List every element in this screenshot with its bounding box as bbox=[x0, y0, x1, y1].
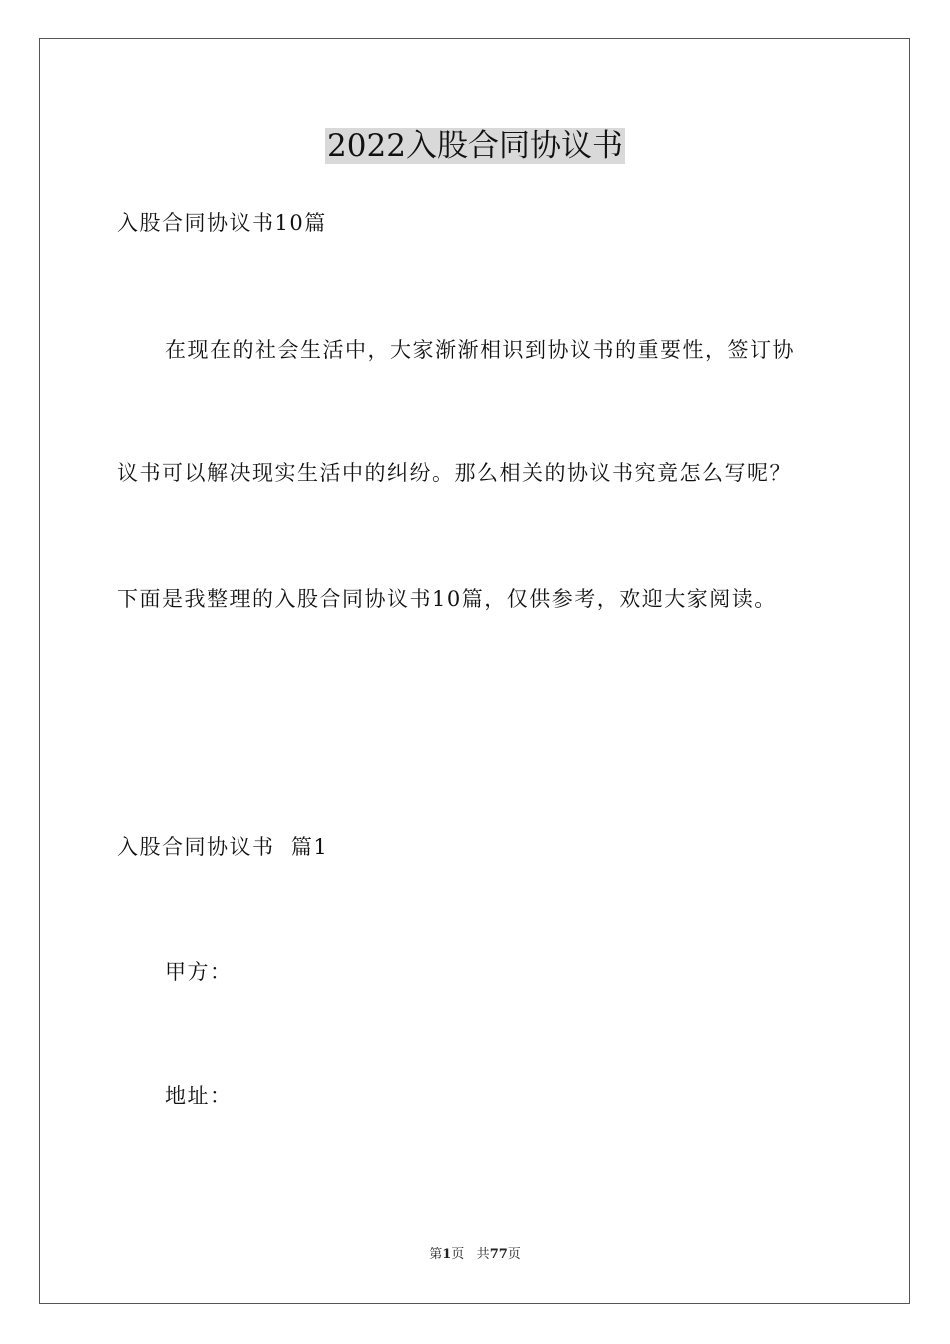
intro-paragraph-line-2: 议书可以解决现实生活中的纠纷。那么相关的协议书究竟怎么写呢？ bbox=[117, 461, 792, 485]
page-prefix: 第 bbox=[429, 1247, 443, 1262]
total-suffix: 页 bbox=[507, 1247, 521, 1262]
party-a-label: 甲方： bbox=[165, 960, 233, 984]
document-title-text: 2022入股合同协议书 bbox=[327, 128, 623, 164]
total-pages: 77 bbox=[489, 1247, 508, 1262]
address-label: 地址： bbox=[165, 1084, 233, 1108]
intro-paragraph-line-3: 下面是我整理的入股合同协议书10篇，仅供参考，欢迎大家阅读。 bbox=[117, 587, 777, 611]
intro-paragraph-line-1: 在现在的社会生活中，大家渐渐相识到协议书的重要性，签订协 bbox=[165, 338, 795, 362]
document-title bbox=[0, 124, 950, 168]
document-subtitle: 入股合同协议书10篇 bbox=[117, 211, 327, 235]
total-prefix: 共 bbox=[476, 1247, 490, 1262]
page-suffix: 页 bbox=[451, 1247, 465, 1262]
page-footer bbox=[0, 1246, 950, 1264]
section-heading: 入股合同协议书 篇1 bbox=[117, 835, 329, 859]
page-number: 1 bbox=[442, 1247, 452, 1262]
